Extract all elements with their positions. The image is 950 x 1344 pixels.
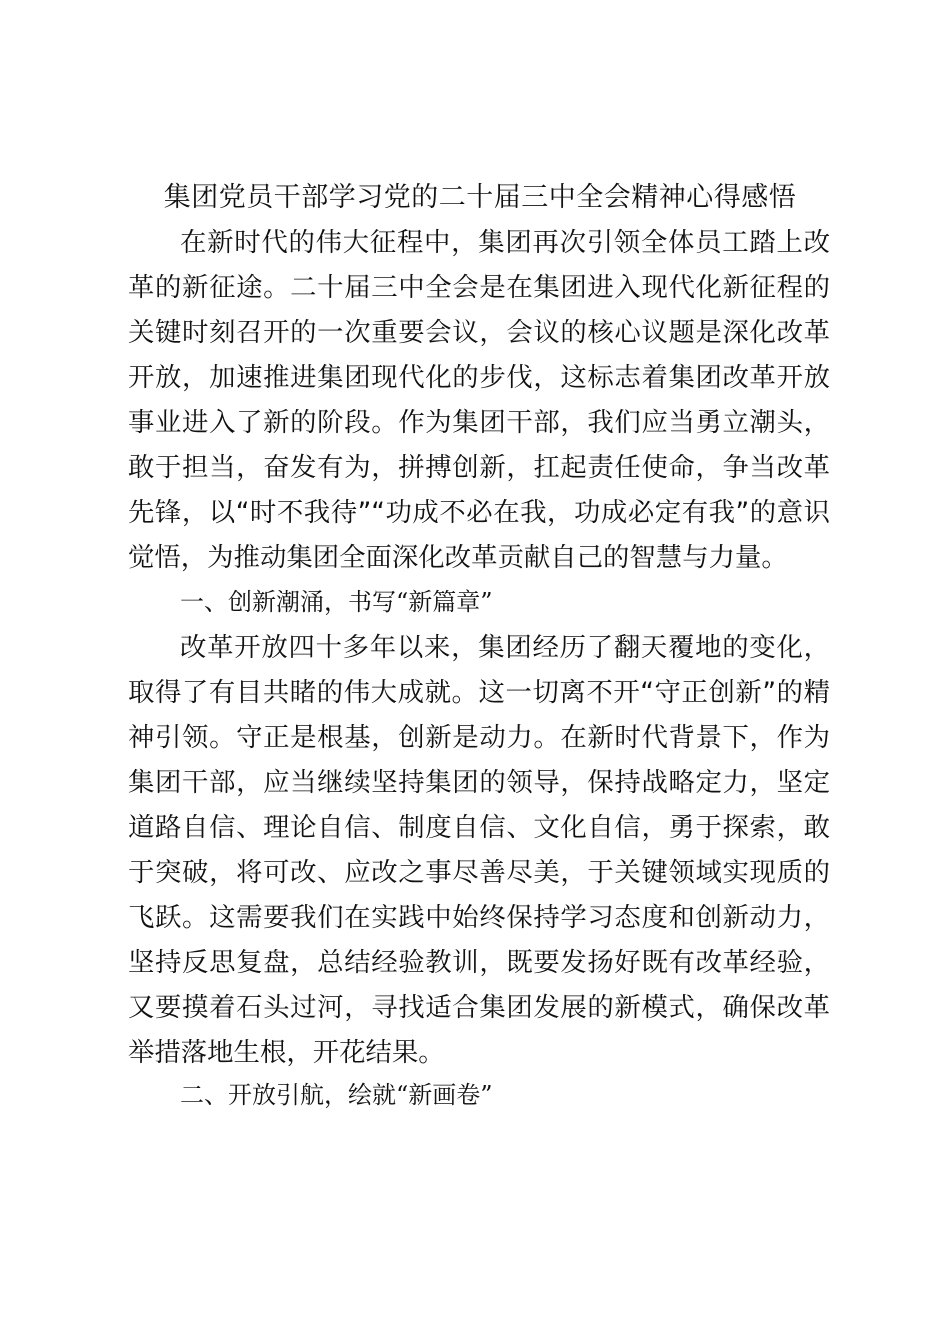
section-heading-2: 二、开放引航，绘就“新画卷” [180, 1081, 493, 1109]
section-heading-1: 一、创新潮涌，书写“新篇章” [180, 588, 493, 616]
section-1-paragraph: 改革开放四十多年以来，集团经历了翻天覆地的变化，取得了有目共睹的伟大成就。这一切离不开“守正创新”的精神引领。守正是根基，创新是动力。在新时代背景下，作为集团干部，应当继续坚持集团的领导，保持战略定力，坚定道路自信、理论自信、制度自信、文化自信，勇于探索，敢于突破，将可改、应改之事尽善尽美，于关键领域实现质的飞跃。这需要我们在实践中始终保持学习态度和创新动力，坚持反思复盘，总结经验教训，既要发扬好既有改革经验，又要摸着石头过河，寻找适合集团发展的新模式，确保改革举措落地生根，开花结果。 [128, 632, 830, 1068]
document-title: 集团党员干部学习党的二十届三中全会精神心得感悟 [163, 182, 797, 213]
intro-paragraph: 在新时代的伟大征程中，集团再次引领全体员工踏上改革的新征途。二十届三中全会是在集团进入现代化新征程的关键时刻召开的一次重要会议，会议的核心议题是深化改革开放，加速推进集团现代化的步伐，这标志着集团改革开放事业进入了新的阶段。作为集团干部，我们应当勇立潮头，敢于担当，奋发有为，拼搏创新，扛起责任使命，争当改革先锋，以“时不我待”“功成不必在我，功成必定有我”的意识觉悟，为推动集团全面深化改革贡献自己的智慧与力量。 [128, 227, 830, 573]
